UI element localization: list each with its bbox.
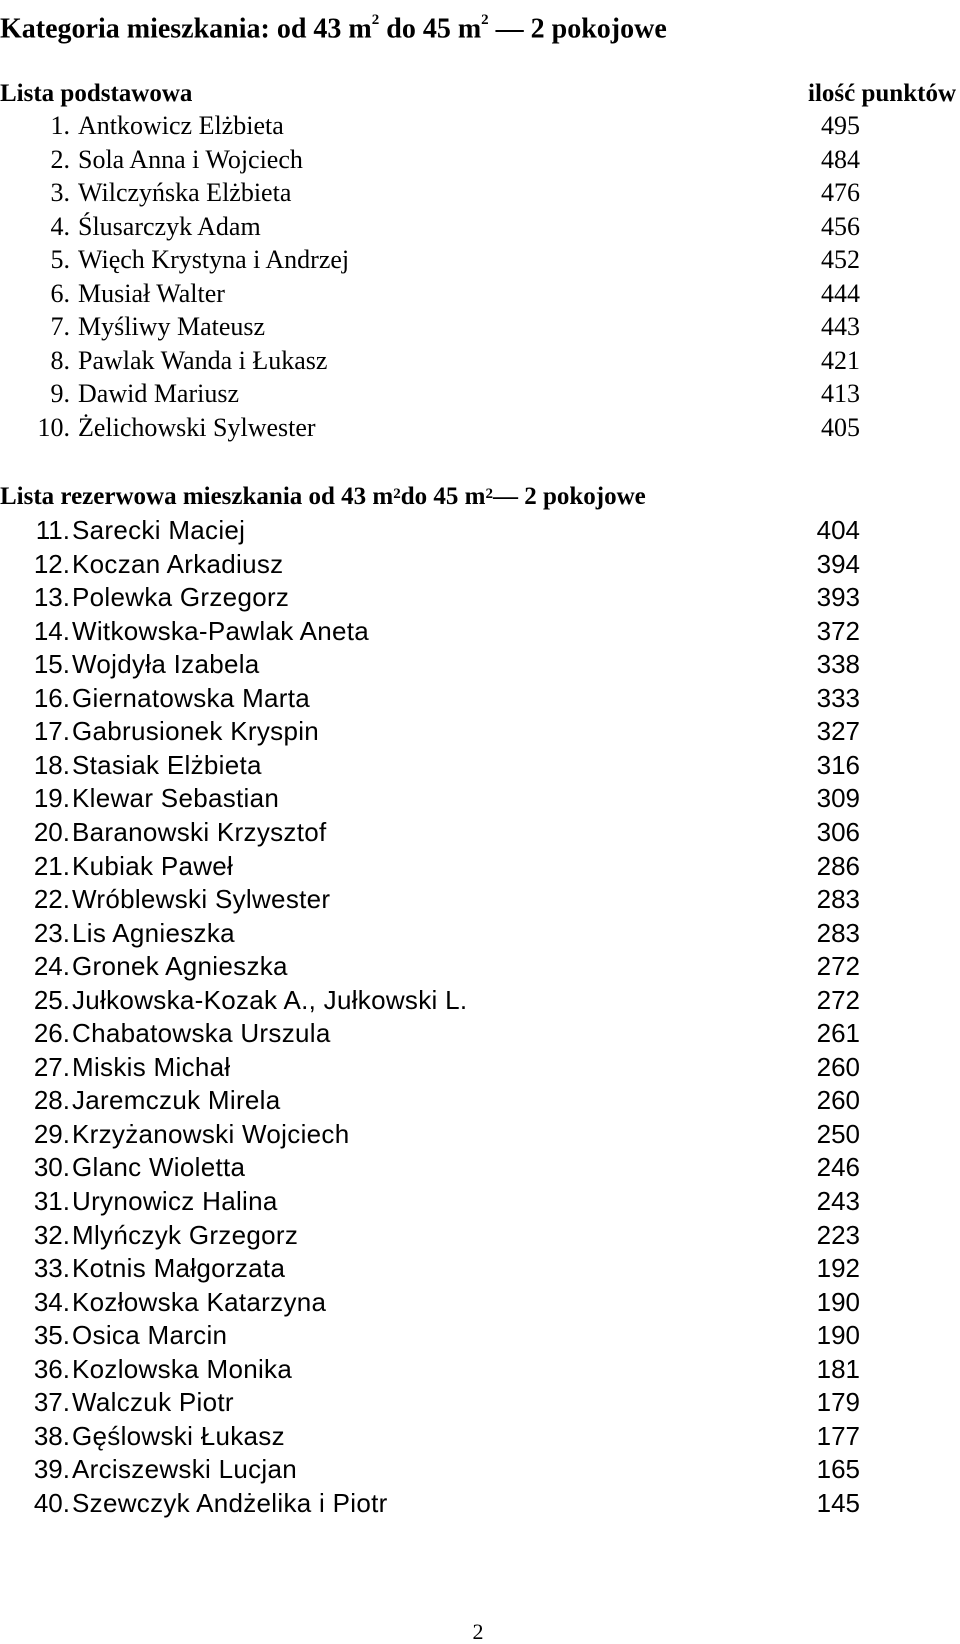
list-item <box>0 175 860 210</box>
points-column-header: ilość punktów <box>808 80 956 107</box>
item-name: Klewar Sebastian <box>72 783 280 814</box>
item-name: Lis Agnieszka <box>72 917 235 948</box>
item-points: 165 <box>816 1454 860 1485</box>
list-item <box>0 376 860 411</box>
list-item <box>0 849 860 884</box>
list-item <box>0 410 860 445</box>
item-points: 250 <box>816 1118 860 1149</box>
item-number: 22. <box>33 884 70 915</box>
list-item <box>0 916 860 951</box>
item-number: 6. <box>50 278 70 308</box>
list-item <box>0 580 860 615</box>
item-points: 179 <box>816 1387 860 1418</box>
list-item <box>0 1419 860 1454</box>
item-number: 16. <box>33 682 70 713</box>
list-item <box>0 949 860 984</box>
item-number: 3. <box>50 178 70 207</box>
title-suffix: — 2 pokojowe <box>488 13 667 45</box>
item-points: 421 <box>821 345 860 375</box>
item-name: Jułkowska-Kozak A., Jułkowski L. <box>72 984 468 1015</box>
title-superscript-2: 2 <box>481 12 489 28</box>
item-name: Kozlowska Monika <box>72 1353 293 1384</box>
item-name: Więch Krystyna i Andrzej <box>78 245 350 274</box>
title-superscript-1: 2 <box>371 12 380 28</box>
item-points: 495 <box>821 111 860 140</box>
item-name: Wojdyła Izabela <box>72 649 260 680</box>
item-name: Giernatowska Marta <box>72 682 311 713</box>
item-number: 15. <box>33 649 70 680</box>
list-item <box>0 513 860 548</box>
item-name: Arciszewski Lucjan <box>72 1454 298 1485</box>
item-points: 394 <box>816 548 860 579</box>
item-name: Szewczyk Andżelika i Piotr <box>72 1487 388 1518</box>
item-points: 190 <box>816 1320 860 1351</box>
item-points: 272 <box>816 951 860 982</box>
item-number: 36. <box>33 1353 70 1384</box>
item-points: 145 <box>816 1487 860 1518</box>
item-number: 14. <box>33 615 70 646</box>
item-points: 338 <box>816 649 860 680</box>
item-points: 443 <box>821 312 860 341</box>
item-number: 4. <box>50 211 70 241</box>
item-points: 190 <box>816 1286 860 1317</box>
item-number: 29. <box>33 1118 70 1149</box>
list-item <box>0 614 860 649</box>
item-number: 9. <box>50 379 70 408</box>
reserve-list-header <box>0 480 646 514</box>
item-points: 405 <box>821 412 860 442</box>
list-item <box>0 1352 860 1387</box>
item-name: Myśliwy Mateusz <box>78 312 266 341</box>
item-name: Gronek Agnieszka <box>72 951 288 982</box>
item-name: Jaremczuk Mirela <box>72 1085 281 1116</box>
item-points: 484 <box>821 144 860 174</box>
item-name: Walczuk Piotr <box>72 1387 234 1418</box>
list-item <box>0 815 860 850</box>
item-points: 272 <box>816 984 860 1015</box>
item-number: 30. <box>33 1152 70 1183</box>
item-number: 24. <box>33 951 70 982</box>
item-points: 309 <box>816 783 860 814</box>
item-name: Mlyńczyk Grzegorz <box>72 1219 299 1250</box>
item-number: 20. <box>33 816 70 847</box>
item-number: 37. <box>33 1387 70 1418</box>
list-item <box>0 309 860 344</box>
item-points: 283 <box>816 884 860 915</box>
item-points: 456 <box>821 211 860 241</box>
reserve-title-superscript-1: 2 <box>393 486 401 502</box>
item-number: 5. <box>50 245 70 274</box>
list-item <box>0 748 860 783</box>
item-number: 10. <box>37 412 70 442</box>
item-points: 261 <box>816 1018 860 1049</box>
item-points: 306 <box>816 816 860 847</box>
item-points: 404 <box>816 515 860 545</box>
list-item <box>0 647 860 682</box>
item-name: Antkowicz Elżbieta <box>78 111 284 140</box>
item-points: 260 <box>816 1085 860 1116</box>
item-name: Żelichowski Sylwester <box>78 412 316 442</box>
item-number: 2. <box>50 144 70 174</box>
reserve-title-mid: do 45 m <box>400 483 486 510</box>
item-number: 25. <box>33 984 70 1015</box>
item-number: 7. <box>50 312 70 341</box>
item-name: Pawlak Wanda i Łukasz <box>78 345 328 375</box>
item-points: 444 <box>821 278 860 308</box>
item-points: 476 <box>821 178 860 207</box>
list-item <box>0 1117 860 1152</box>
item-number: 34. <box>33 1286 70 1317</box>
item-name: Osica Marcin <box>72 1320 228 1351</box>
item-name: Witkowska-Pawlak Aneta <box>72 615 370 646</box>
list-item <box>0 781 860 816</box>
item-number: 18. <box>33 749 70 780</box>
list-item <box>0 343 860 378</box>
item-number: 39. <box>33 1454 70 1485</box>
page-number: 2 <box>472 1619 484 1644</box>
list-item <box>0 1218 860 1253</box>
item-points: 260 <box>816 1051 860 1082</box>
item-points: 181 <box>816 1353 860 1384</box>
list-item <box>0 1150 860 1185</box>
item-number: 33. <box>33 1253 70 1284</box>
item-number: 11. <box>35 515 70 545</box>
item-points: 413 <box>821 379 860 408</box>
item-points: 327 <box>816 716 860 747</box>
item-name: Gęślowski Łukasz <box>72 1420 285 1451</box>
item-number: 13. <box>33 582 70 613</box>
list-item <box>0 1285 860 1320</box>
item-name: Wilczyńska Elżbieta <box>78 178 292 207</box>
item-name: Gabrusionek Kryspin <box>72 716 320 747</box>
item-name: Kubiak Paweł <box>72 850 234 881</box>
item-points: 283 <box>816 917 860 948</box>
item-name: Wróblewski Sylwester <box>72 884 331 915</box>
list-item <box>0 209 860 244</box>
item-name: Stasiak Elżbieta <box>72 749 262 780</box>
item-points: 286 <box>816 850 860 881</box>
item-points: 192 <box>816 1253 860 1284</box>
item-number: 28. <box>33 1085 70 1116</box>
item-name: Kozłowska Katarzyna <box>72 1286 327 1317</box>
item-number: 12. <box>33 548 70 579</box>
item-points: 243 <box>816 1186 860 1216</box>
basic-list-title: Lista podstawowa <box>0 80 193 107</box>
item-number: 1. <box>50 111 70 140</box>
list-item <box>0 547 860 582</box>
item-name: Polewka Grzegorz <box>72 582 290 613</box>
list-item <box>0 242 860 277</box>
item-name: Krzyżanowski Wojciech <box>72 1118 350 1149</box>
reserve-title-suffix: — 2 pokojowe <box>492 483 646 510</box>
list-item <box>0 1016 860 1051</box>
list-item <box>0 276 860 311</box>
list-item <box>0 142 860 177</box>
list-item <box>0 108 860 143</box>
item-points: 223 <box>816 1219 860 1250</box>
item-name: Koczan Arkadiusz <box>72 548 284 579</box>
list-item <box>0 882 860 917</box>
item-name: Baranowski Krzysztof <box>72 816 327 847</box>
item-number: 26. <box>33 1018 70 1049</box>
item-points: 316 <box>816 749 860 780</box>
item-number: 35. <box>33 1320 70 1351</box>
item-number: 21. <box>33 850 70 881</box>
list-item <box>0 1184 860 1219</box>
reserve-title-prefix: Lista rezerwowa mieszkania od 43 m <box>0 483 394 510</box>
title-mid: do 45 m <box>379 13 482 45</box>
page-title <box>0 4 667 48</box>
list-item <box>0 983 860 1018</box>
item-number: 19. <box>33 783 70 814</box>
item-number: 23. <box>33 917 70 948</box>
item-name: Dawid Mariusz <box>78 379 240 408</box>
list-item <box>0 1050 860 1085</box>
item-name: Sarecki Maciej <box>72 515 246 545</box>
item-name: Ślusarczyk Adam <box>78 211 261 241</box>
item-name: Urynowicz Halina <box>72 1186 278 1216</box>
reserve-title-superscript-2: 2 <box>485 486 493 502</box>
item-points: 246 <box>816 1152 860 1183</box>
item-number: 27. <box>33 1051 70 1082</box>
item-number: 31. <box>33 1186 70 1216</box>
item-name: Kotnis Małgorzata <box>72 1253 286 1284</box>
list-item <box>0 1452 860 1487</box>
item-number: 38. <box>33 1420 70 1451</box>
item-name: Chabatowska Urszula <box>72 1018 331 1049</box>
item-points: 333 <box>816 682 860 713</box>
list-item <box>0 681 860 716</box>
list-item <box>0 714 860 749</box>
item-points: 452 <box>821 245 860 274</box>
list-item <box>0 1486 860 1521</box>
list-item <box>0 1083 860 1118</box>
basic-list-header <box>0 77 956 111</box>
item-number: 40. <box>33 1487 70 1518</box>
item-number: 32. <box>33 1219 70 1250</box>
item-name: Musiał Walter <box>78 278 225 308</box>
list-item <box>0 1318 860 1353</box>
item-name: Glanc Wioletta <box>72 1152 246 1183</box>
item-points: 393 <box>816 582 860 613</box>
item-points: 372 <box>816 615 860 646</box>
list-item <box>0 1385 860 1420</box>
list-item <box>0 1251 860 1286</box>
item-number: 8. <box>50 345 70 375</box>
item-points: 177 <box>816 1420 860 1451</box>
item-name: Sola Anna i Wojciech <box>78 144 303 174</box>
item-name: Miskis Michał <box>72 1051 231 1082</box>
title-prefix: Kategoria mieszkania: od 43 m <box>0 13 372 45</box>
item-number: 17. <box>33 716 70 747</box>
